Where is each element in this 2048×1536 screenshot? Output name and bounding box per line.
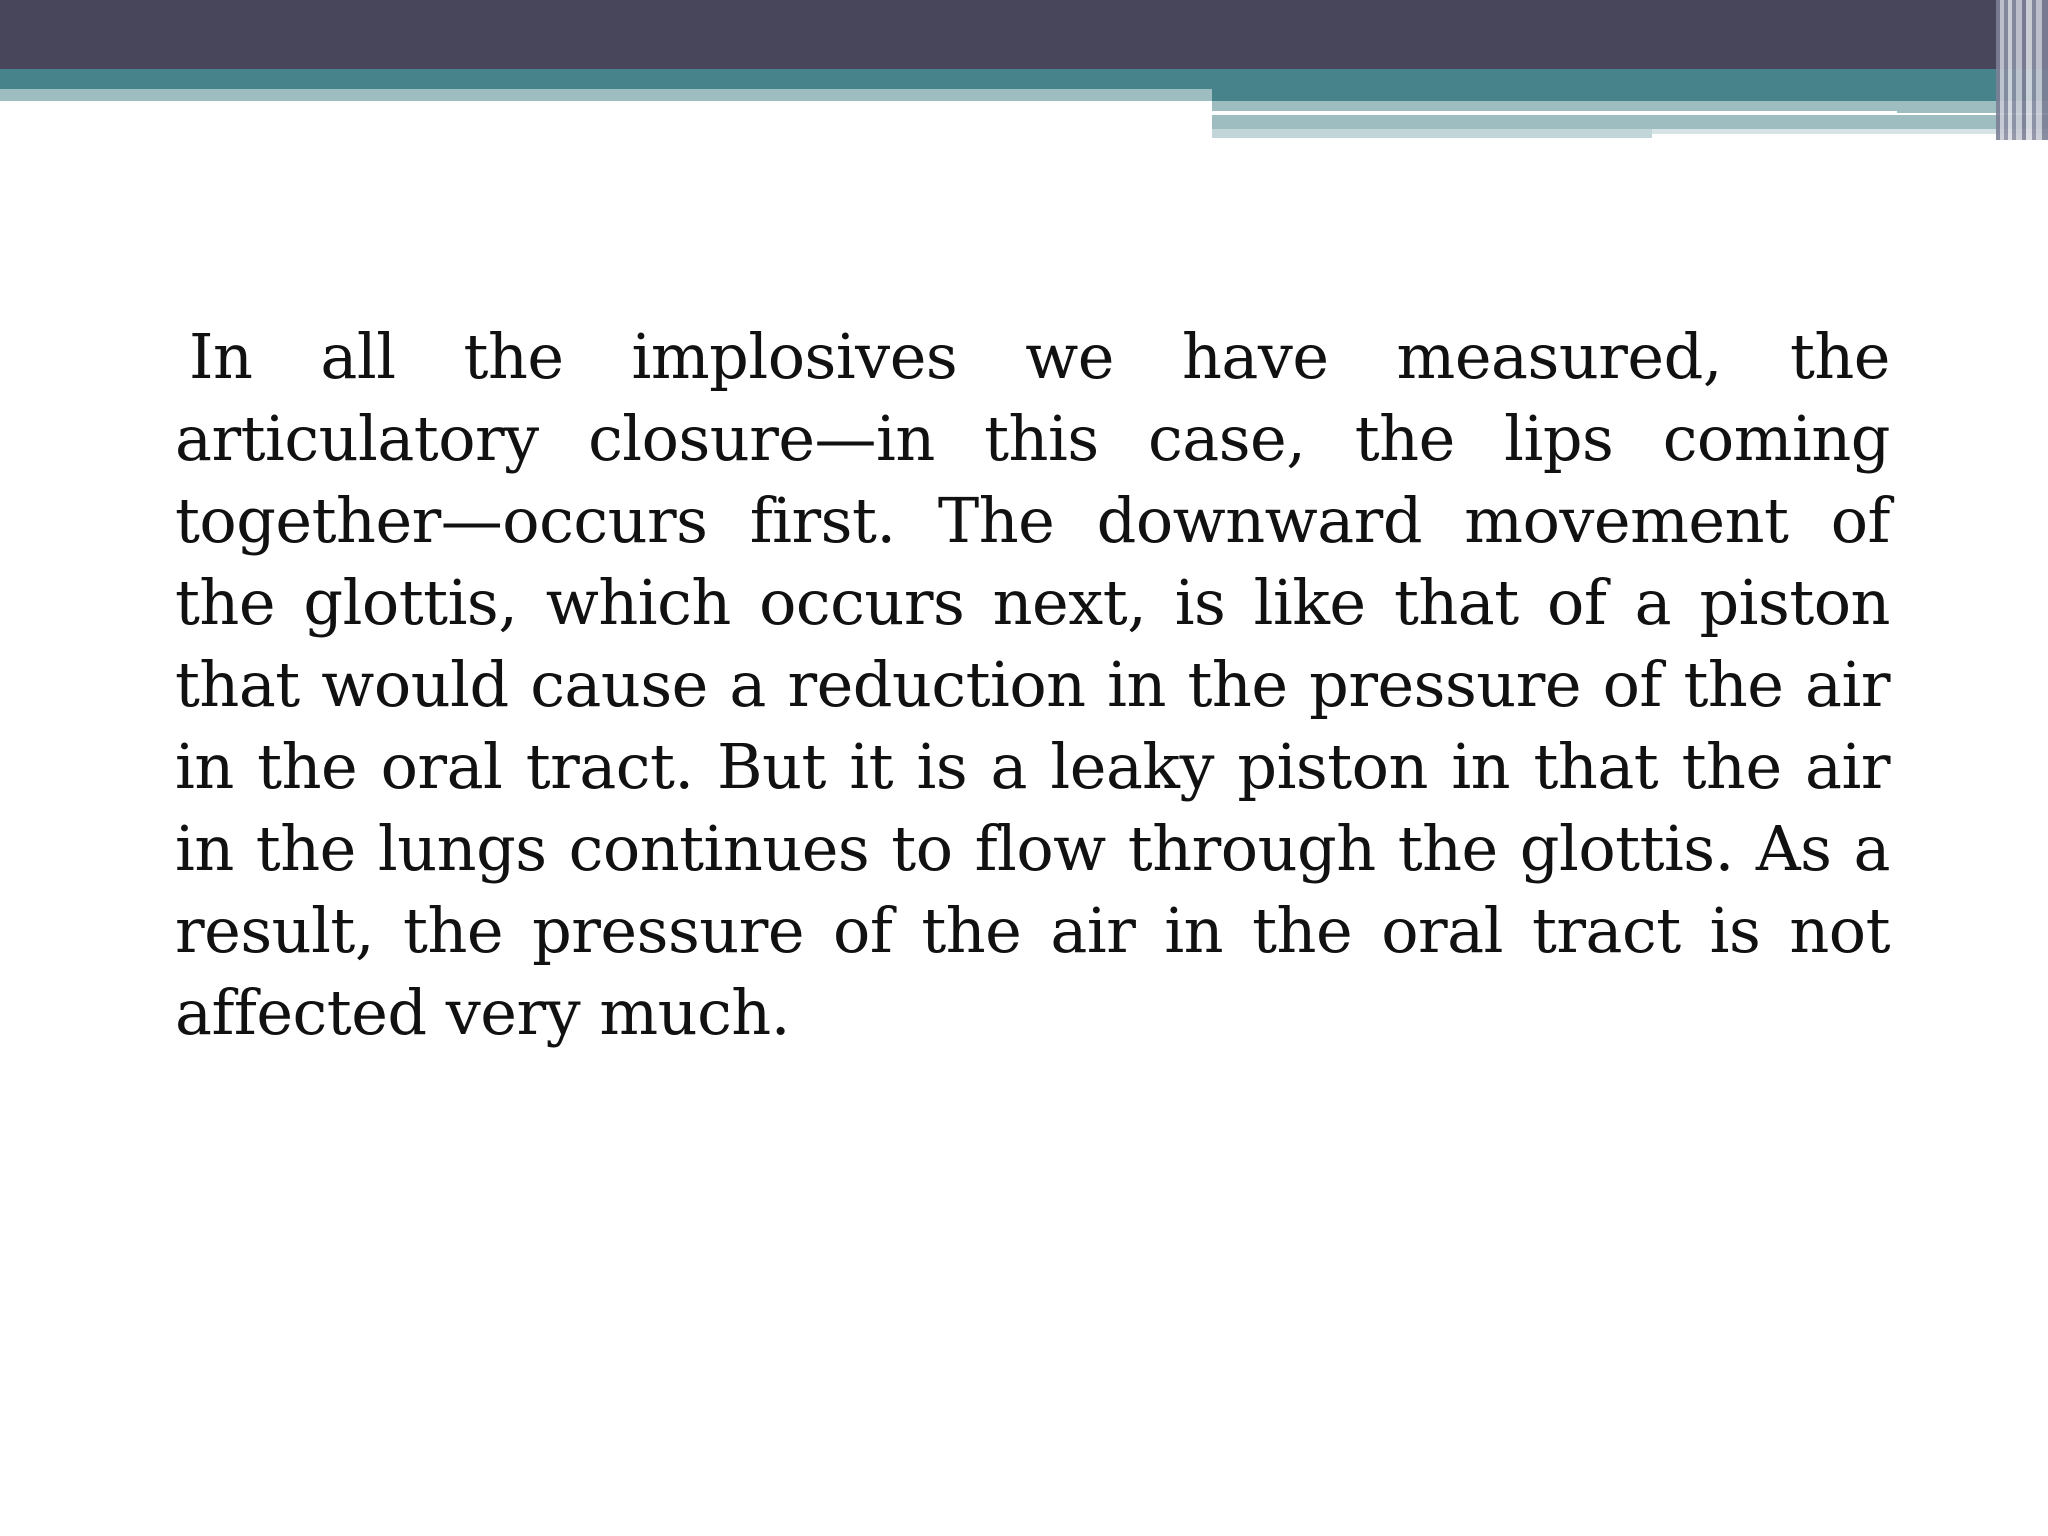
slide-body-text: In all the implosives we have measured, the articulatory closure—in this case, the lips coming together—occurs first. The downward movement of the glottis, which occurs next, is like that of a piston that would cause a reduction in the pressure of the air in the oral tract. But it is a leaky piston in that the air in the lungs continues to flow through the glottis. As a result, the pressure of the air in the oral tract is not affected very much. <box>175 320 1890 1049</box>
header-band-teal-right <box>1212 89 2048 101</box>
header-band-light-left <box>0 89 1212 101</box>
header-band-teal <box>0 69 2048 89</box>
header-band-fade <box>1212 129 1652 138</box>
header-band-fade-end <box>1652 129 2048 134</box>
header-band-dark <box>0 0 2048 69</box>
header-band-light-right-lower <box>1212 115 2048 129</box>
corner-stripes-decoration <box>1992 0 2048 140</box>
